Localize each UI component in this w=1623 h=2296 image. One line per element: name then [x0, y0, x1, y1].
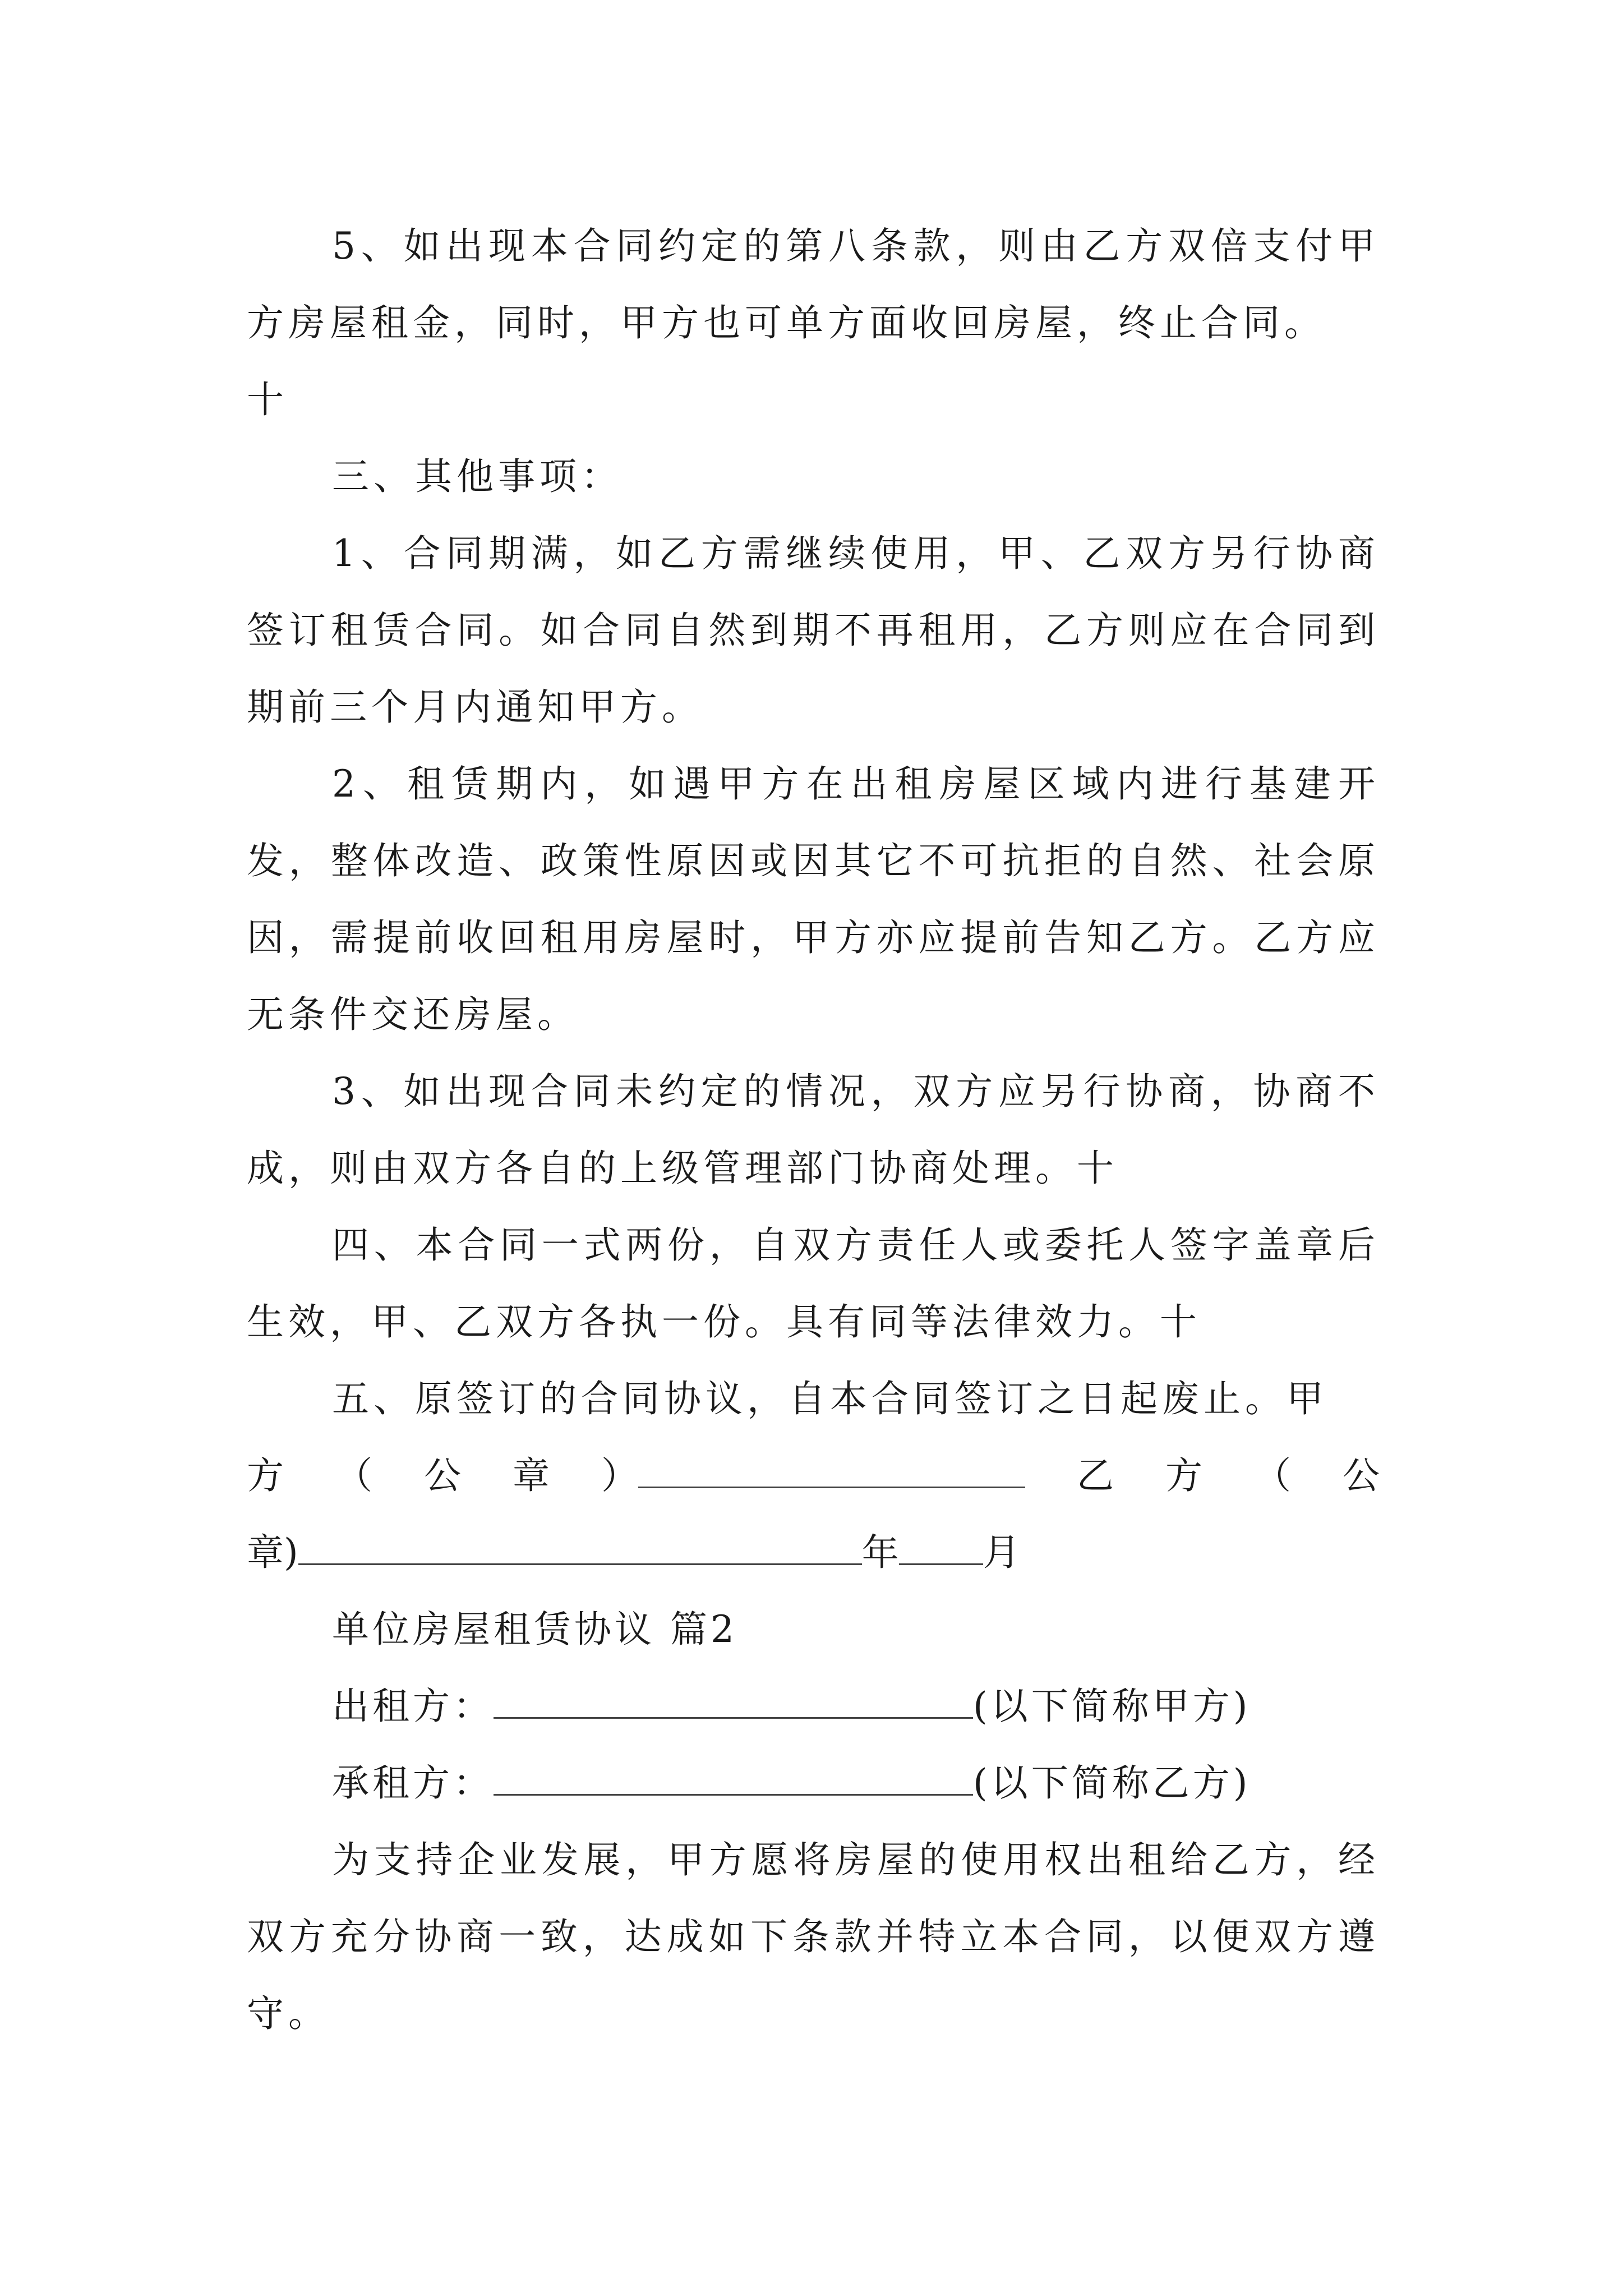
- seal-text: （: [335, 1454, 372, 1497]
- lessee-suffix: (以下简称乙方): [973, 1761, 1251, 1805]
- seal-text: 乙: [1077, 1454, 1114, 1497]
- seal-text-close: ）: [601, 1437, 1025, 1514]
- lessee-blank: [494, 1761, 973, 1796]
- seal-text: 方: [247, 1454, 284, 1497]
- contract-intro-paragraph: 为支持企业发展，甲方愿将房屋的使用权出租给乙方，经双方充分协商一致，达成如下条款并特立本合同，以便双方遵守。: [247, 1838, 1380, 2035]
- lessor-blank: [494, 1685, 973, 1719]
- seal-text: 章: [513, 1454, 550, 1497]
- lessee-line: [247, 1745, 1380, 1821]
- party-b-seal-blank: [298, 1531, 862, 1565]
- seal-end-text: 章): [247, 1531, 298, 1574]
- section-3-heading: 三、其他事项：: [332, 455, 623, 498]
- seal-text: 公: [1343, 1454, 1380, 1497]
- lessor-label: 出租方：: [332, 1685, 494, 1728]
- section-4-paragraph: 四、本合同一式两份，自双方责任人或委托人签字盖章后生效，甲、乙双方各执一份。具有同等法律效力。十: [247, 1223, 1380, 1343]
- month-label: 月: [983, 1531, 1020, 1574]
- signature-date-line: [247, 1514, 1380, 1591]
- section-5-paragraph: 五、原签订的合同协议，自本合同签订之日起废止。甲: [332, 1377, 1328, 1420]
- other-item-3-paragraph: 3、如出现合同未约定的情况，双方应另行协商，协商不成，则由双方各自的上级管理部门协商处理。十: [247, 1070, 1380, 1190]
- lessee-label: 承租方：: [332, 1761, 494, 1805]
- seal-text: 方: [1165, 1454, 1202, 1497]
- party-a-seal-blank: [638, 1454, 1025, 1488]
- lessor-suffix: (以下简称甲方): [973, 1685, 1251, 1728]
- other-item-2-paragraph: 2、租赁期内，如遇甲方在出租房屋区域内进行基建开发，整体改造、政策性原因或因其它不可抗拒的自然、社会原因，需提前收回租用房屋时，甲方亦应提前告知乙方。乙方应无条件交还房屋。: [247, 762, 1380, 1036]
- lessor-line: [247, 1668, 1380, 1745]
- section-title: 单位房屋租赁协议 篇2: [332, 1608, 737, 1651]
- seal-line: [247, 1437, 1380, 1514]
- other-item-1-paragraph: 1、合同期满，如乙方需继续使用，甲、乙双方另行协商签订租赁合同。如合同自然到期不再租用，乙方则应在合同到期前三个月内通知甲方。: [247, 532, 1380, 729]
- seal-text: （: [1254, 1454, 1291, 1497]
- month-blank: [899, 1531, 983, 1565]
- year-label: 年: [861, 1531, 899, 1574]
- clause-5-paragraph: 5、如出现本合同约定的第八条款，则由乙方双倍支付甲方房屋租金，同时，甲方也可单方面收回房屋，终止合同。: [247, 224, 1380, 344]
- seal-text: 公: [424, 1454, 461, 1497]
- document-body: [247, 208, 1380, 2052]
- paragraph-mark: 十: [247, 378, 284, 421]
